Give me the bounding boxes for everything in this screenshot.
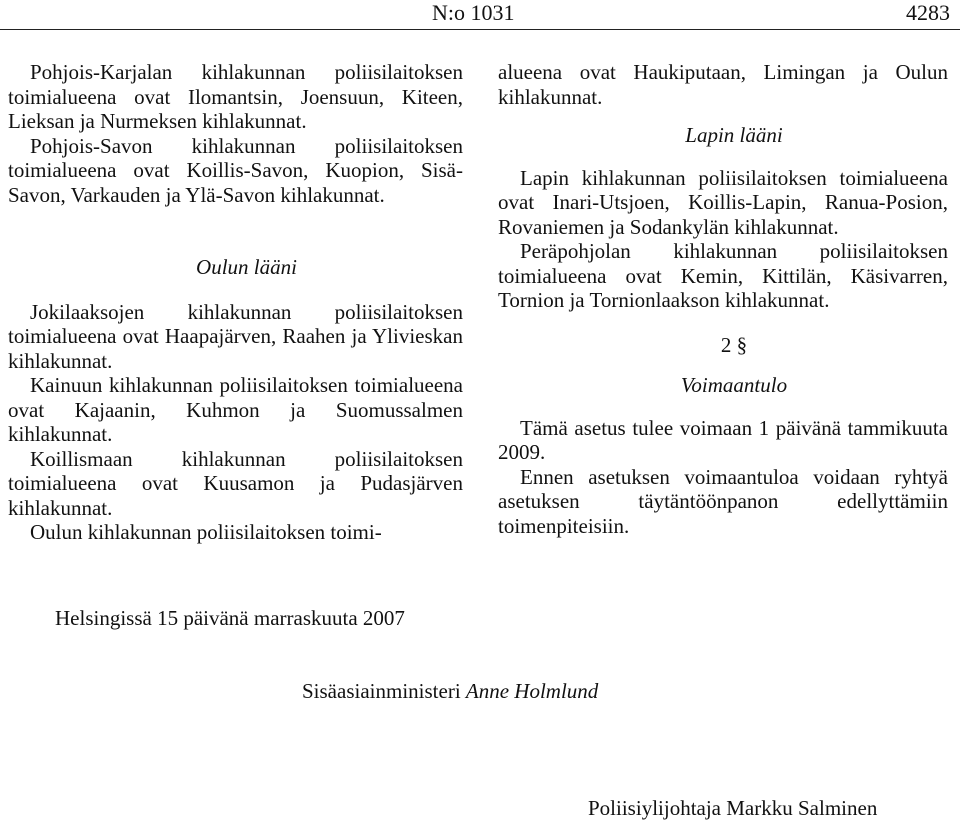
paragraph-implementation: Ennen asetuksen voimaantuloa voidaan ryhtyä asetuksen täytäntöönpanon edellyttämiin toimenpiteisiin.: [498, 464, 948, 538]
minister-title: Sisäasiainministeri: [302, 679, 461, 703]
paragraph-oulu: Oulun kihlakunnan poliisilaitoksen toimi-: [30, 520, 382, 544]
heading-voimaantulo: Voimaantulo: [680, 373, 788, 397]
minister-signature: [302, 679, 598, 704]
paragraph-pohjois-savo: Pohjois-Savon kihlakunnan poliisilaitoksen toimialueena ovat Koillis-Savon, Kuopion, Sisä-Savon, Varkauden ja Ylä-Savon kihlakunnat.: [8, 133, 463, 207]
paragraph-kainuu: Kainuun kihlakunnan poliisilaitoksen toimialueena ovat Kajaanin, Kuhmon ja Suomussalmen kihlakunnat.: [8, 373, 463, 446]
minister-name: Anne Holmlund: [465, 679, 599, 703]
page-header: [0, 0, 960, 28]
heading-lapin-laani: Lapin lääni: [685, 123, 783, 147]
page-number: 4283: [906, 0, 950, 25]
right-column: [498, 60, 948, 538]
paragraph-lappi: Lapin kihlakunnan poliisilaitoksen toimialueena ovat Inari-Utsjoen, Koillis-Lapin, Ranua-Posion, Rovaniemen ja Sodankylän kihlakunnat.: [498, 165, 948, 239]
paragraph-pohjois-karjala: Pohjois-Karjalan kihlakunnan poliisilaitoksen toimialueena ovat Ilomantsin, Joensuun, Kiteen, Lieksan ja Nurmeksen kihlakunnat.: [8, 60, 463, 133]
left-column: [8, 60, 463, 545]
section-number: 2 §: [720, 332, 748, 357]
official-signature: Poliisiylijohtaja Markku Salminen: [588, 796, 878, 820]
paragraph-koillismaa: Koillismaan kihlakunnan poliisilaitoksen toimialueena ovat Kuusamon ja Pudasjärven kihlakunnat.: [8, 446, 463, 520]
paragraph-perapohjola: Peräpohjolan kihlakunnan poliisilaitoksen toimialueena ovat Kemin, Kittilän, Käsivarren, Tornion ja Tornionlaakson kihlakunnat.: [498, 239, 948, 312]
statute-number: N:o 1031: [432, 0, 515, 25]
header-rule: [0, 29, 960, 30]
paragraph-entry-into-force: Tämä asetus tulee voimaan 1 päivänä tammikuuta 2009.: [498, 415, 948, 464]
paragraph-jokilaaksot: Jokilaaksojen kihlakunnan poliisilaitoksen toimialueena ovat Haapajärven, Raahen ja Ylivieskan kihlakunnat.: [8, 299, 463, 373]
paragraph-oulu-continued: alueena ovat Haukiputaan, Limingan ja Oulun kihlakunnat.: [498, 60, 948, 109]
date-line: Helsingissä 15 päivänä marraskuuta 2007: [55, 606, 405, 630]
heading-oulun-laani: Oulun lääni: [196, 255, 297, 279]
